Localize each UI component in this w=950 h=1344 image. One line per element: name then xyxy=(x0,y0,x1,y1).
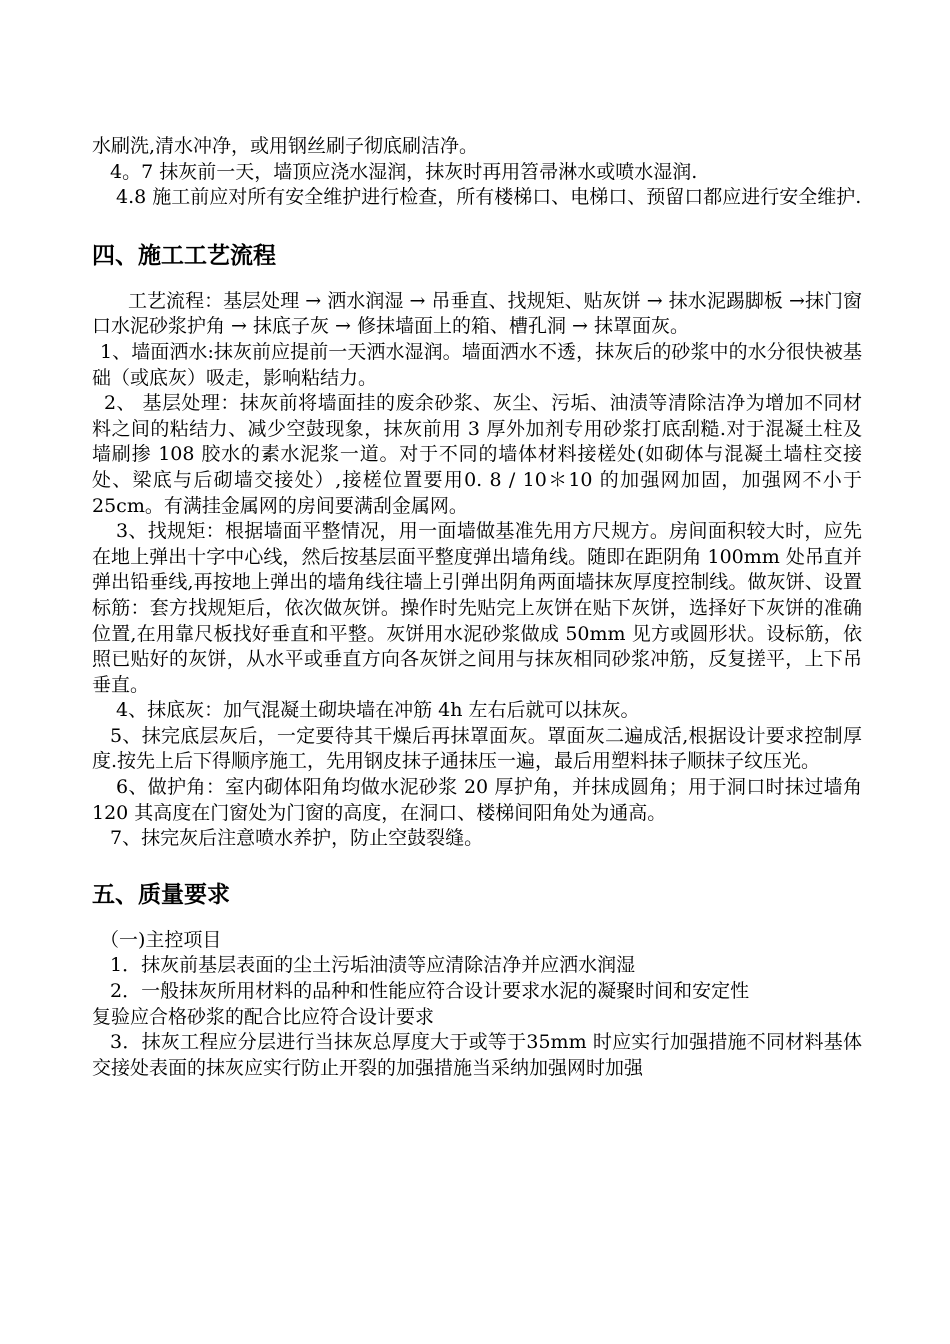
paragraph-step-7: 7、抹完灰后注意喷水养护，防止空鼓裂缝。 xyxy=(110,827,484,850)
paragraph-quality-2b: 复验应合格砂浆的配合比应符合设计要求 xyxy=(92,1005,435,1028)
paragraph-step-6: 6、做护角：室内砌体阳角均做水泥砂浆 20 厚护角，并抹成圆角；用于洞口时抹过墙角 120 其高度在门窗处为门窗的高度，在洞口、楼梯间阳角处为通高。 xyxy=(92,776,862,824)
subheading-main-control: （一)主控项目 xyxy=(100,928,222,951)
paragraph-intro-1: 水刷洗,清水冲净，或用钢丝刷子彻底刷洁净。 xyxy=(92,135,479,157)
section-heading-4: 四、施工工艺流程 xyxy=(92,242,276,269)
paragraph-step-5: 5、抹完底层灰后，一定要待其干燥后再抹罩面灰。罩面灰二遍成活,根据设计要求控制厚度.按先上后下得顺序施工，先用钢皮抹子通抹压一遍，最后用塑料抹子顺抹子纹压光。 xyxy=(92,724,862,773)
paragraph-quality-2a: 2．一般抹灰所用材料的品种和性能应符合设计要求水泥的凝聚时间和安定性 xyxy=(110,980,750,1003)
paragraph-flow: 工艺流程：基层处理 → 洒水润湿 → 吊垂直、找规矩、贴灰饼 → 抹水泥踢脚板 →抹门窗口水泥砂浆护角 → 抹底子灰 → 修抹墙面上的箱、槽孔洞 → 抹罩面灰。 xyxy=(92,289,862,338)
paragraph-step-1: 1、墙面洒水:抹灰前应提前一天洒水湿润。墙面洒水不透，抹灰后的砂浆中的水分很快被基础（或底灰）吸走，影响粘结力。 xyxy=(92,340,862,389)
paragraph-step-4: 4、抹底灰：加气混凝土砌块墙在冲筋 4h 左右后就可以抹灰。 xyxy=(116,699,640,722)
paragraph-quality-3: 3．抹灰工程应分层进行当抹灰总厚度大于或等于35mm 时应实行加强措施不同材料基体交接处表面的抹灰应实行防止开裂的加强措施当采纳加强网时加强 xyxy=(92,1031,862,1079)
document-page xyxy=(92,134,862,1081)
section-heading-5: 五、质量要求 xyxy=(92,881,230,908)
paragraph-intro-3: 4.8 施工前应对所有安全维护进行检查，所有楼梯口、电梯口、预留口都应进行安全维护. xyxy=(116,186,862,209)
paragraph-step-2: 2、 基层处理：抹灰前将墙面挂的废余砂浆、灰尘、污垢、油渍等清除洁净为增加不同材料之间的粘结力、减少空鼓现象，抹灰前用 3 厚外加剂专用砂浆打底刮糙.对于混凝土柱及墙刷掺 108 胶水的素水泥浆一道。对于不同的墙体材料接槎处(如砌体与混凝土墙柱交接处、梁底与后砌墙交接处）,接槎位置要用0. 8 / 10＊10 的加强网加固，加强网不小于 25cm。有满挂金属网的房间要满刮金属网。 xyxy=(92,392,862,517)
paragraph-intro-2: 4。7 抹灰前一天，墙顶应浇水湿润，抹灰时再用笤帚淋水或喷水湿润. xyxy=(110,160,698,183)
paragraph-step-3: 3、找规矩：根据墙面平整情况，用一面墙做基准先用方尺规方。房间面积较大时，应先在地上弹出十字中心线，然后按基层面平整度弹出墙角线。随即在距阴角 100mm 处吊直并弹出铅垂线,再按地上弹出的墙角线往墙上引弹出阴角两面墙抹灰厚度控制线。做灰饼、设置标筋：套方找规矩后，依次做灰饼。操作时先贴完上灰饼在贴下灰饼，选择好下灰饼的准确位置,在用靠尺板找好垂直和平整。灰饼用水泥砂浆做成 50mm 见方或圆形状。设标筋，依照已贴好的灰饼，从水平或垂直方向各灰饼之间用与抹灰相同砂浆冲筋，反复搓平，上下吊垂直。 xyxy=(92,520,862,696)
paragraph-quality-1: 1．抹灰前基层表面的尘土污垢油渍等应清除洁净并应洒水润湿 xyxy=(110,954,636,977)
